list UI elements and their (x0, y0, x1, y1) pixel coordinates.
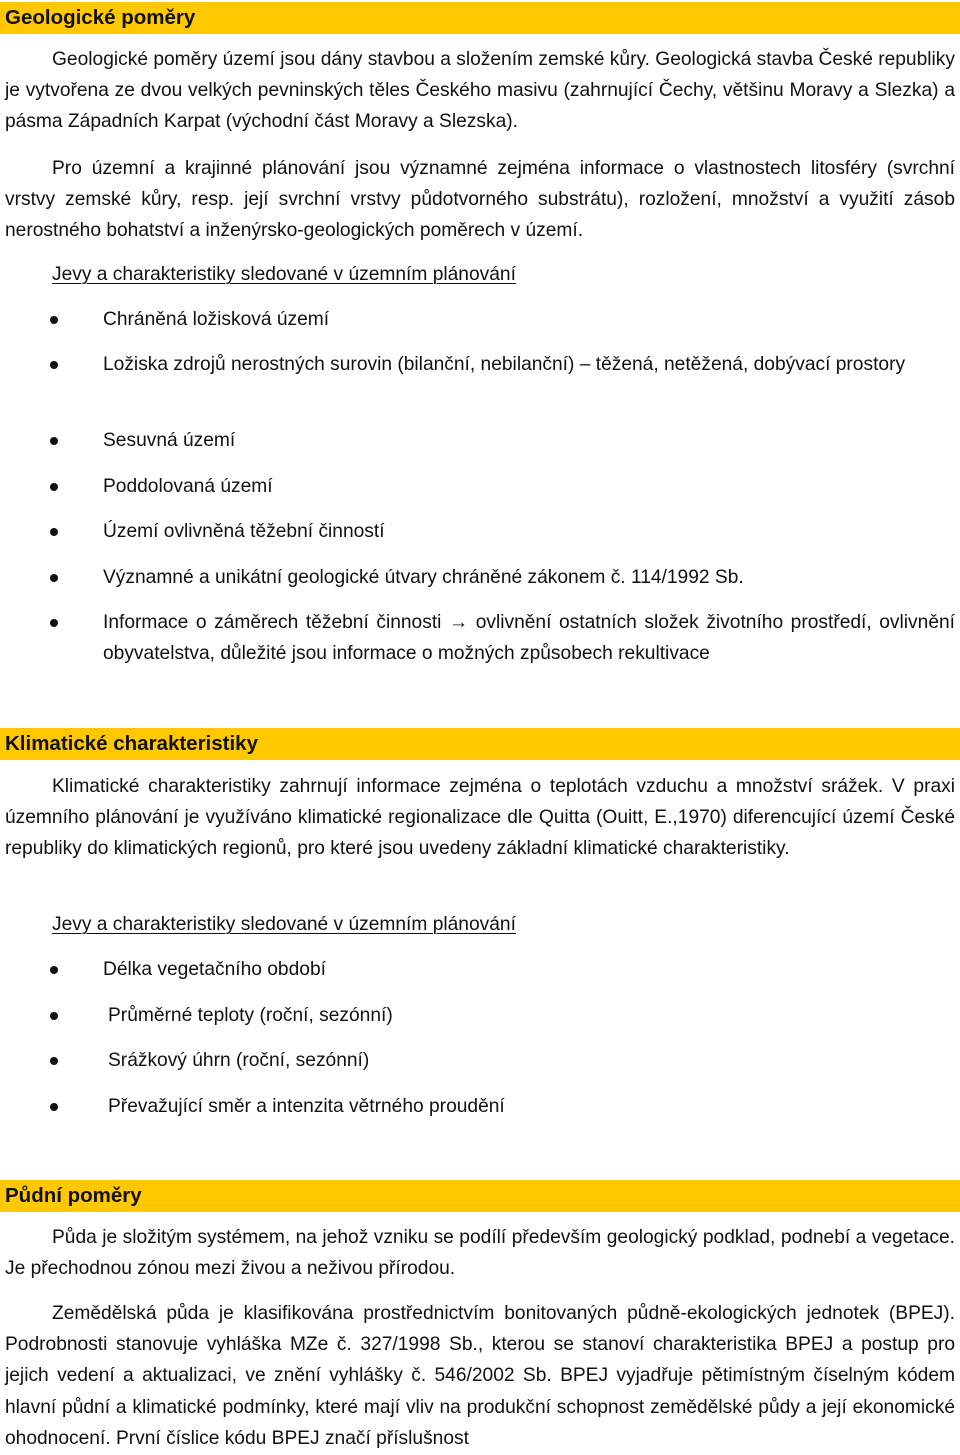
climate-paragraph-1-text: Klimatické charakteristiky zahrnují informace zejména o teplotách vzduchu a množství srážek. V praxi územního plánování je využíváno klimatické regionalizace dle Quitta (Ouitt, E.,1970) diferencující území České republiky do klimatických regionů, pro které jsou uvedeny základní klimatické charakteristiky. (5, 776, 955, 860)
geology-paragraph-2-text: Pro územní a krajinné plánování jsou významné zejména informace o vlastnostech litosféry (svrchní vrstvy zemské kůry, resp. její svrchní vrstvy půdotvorného substrátu), rozložení, množství a využití zásob nerostného bohatství a inženýrsko-geologických poměrech v území. (5, 158, 955, 242)
bullet-icon (50, 483, 58, 491)
geology-paragraph-1-text: Geologické poměry území jsou dány stavbou a složením zemské kůry. Geologická stavba České republiky je vytvořena ze dvou velkých pevninských těles Českého masivu (zahrnující Čechy, většinu Moravy a Slezka) a pásma Západních Karpat (východní část Moravy a Slezska). (5, 49, 955, 133)
bullet-icon (50, 1057, 58, 1065)
geology-subheading: Jevy a charakteristiky sledované v územním plánování (52, 264, 516, 285)
climate-subheading: Jevy a charakteristiky sledované v územním plánování (52, 914, 516, 935)
bullet-icon (50, 1012, 58, 1020)
list-item-text: Chráněná ložisková území (103, 309, 330, 330)
section-heading-climate: Klimatické charakteristiky (0, 728, 960, 760)
climate-paragraph-1 (5, 771, 955, 865)
bullet-icon (50, 619, 58, 627)
bullet-icon (50, 437, 58, 445)
bullet-icon (50, 966, 58, 974)
list-item-text: Významné a unikátní geologické útvary chráněné zákonem č. 114/1992 Sb. (103, 567, 744, 588)
geology-paragraph-1 (5, 44, 955, 138)
soil-paragraph-1 (5, 1222, 955, 1284)
geology-paragraph-2 (5, 153, 955, 247)
soil-paragraph-2 (5, 1298, 955, 1454)
bullet-icon (50, 361, 58, 369)
bullet-icon (50, 316, 58, 324)
list-item-text: Průměrné teploty (roční, sezónní) (108, 1005, 393, 1026)
soil-paragraph-1-text: Půda je složitým systémem, na jehož vzniku se podílí především geologický podklad, podnebí a vegetace. Je přechodnou zónou mezi živou a neživou přírodou. (5, 1227, 955, 1280)
section-heading-soil: Půdní poměry (0, 1180, 960, 1212)
bullet-icon (50, 574, 58, 582)
list-item-text: Srážkový úhrn (roční, sezónní) (108, 1050, 370, 1071)
bullet-icon (50, 1103, 58, 1111)
list-item-text: Délka vegetačního období (103, 959, 326, 980)
list-item-text: Území ovlivněná těžební činností (103, 521, 385, 542)
list-item-text: Sesuvná území (103, 430, 236, 451)
list-item-text: Převažující směr a intenzita větrného proudění (108, 1096, 505, 1117)
soil-paragraph-2-text: Zemědělská půda je klasifikována prostřednictvím bonitovaných půdně-ekologických jednotek (BPEJ). Podrobnosti stanovuje vyhláška MZe č. 327/1998 Sb., kterou se stanoví charakteristika BPEJ a postup pro jejich vedení a aktualizaci, ve znění vyhlášky č. 546/2002 Sb. BPEJ vyjadřuje pětimístným číselným kódem hlavní půdní a klimatické podmínky, které mají vliv na produkční schopnost zemědělské půdy a její ekonomické ohodnocení. První číslice kódu BPEJ značí příslušnost (5, 1303, 955, 1449)
section-heading-geology: Geologické poměry (0, 2, 960, 34)
bullet-icon (50, 528, 58, 536)
list-item-text: Informace o záměrech těžební činnosti → ovlivnění ostatních složek životního prostředí, ovlivnění obyvatelstva, důležité jsou informace o možných způsobech rekultivace (103, 612, 955, 665)
list-item-text: Poddolovaná území (103, 476, 273, 497)
list-item-text: Ložiska zdrojů nerostných surovin (bilanční, nebilanční) – těžená, netěžená, dobývací prostory (103, 354, 906, 375)
